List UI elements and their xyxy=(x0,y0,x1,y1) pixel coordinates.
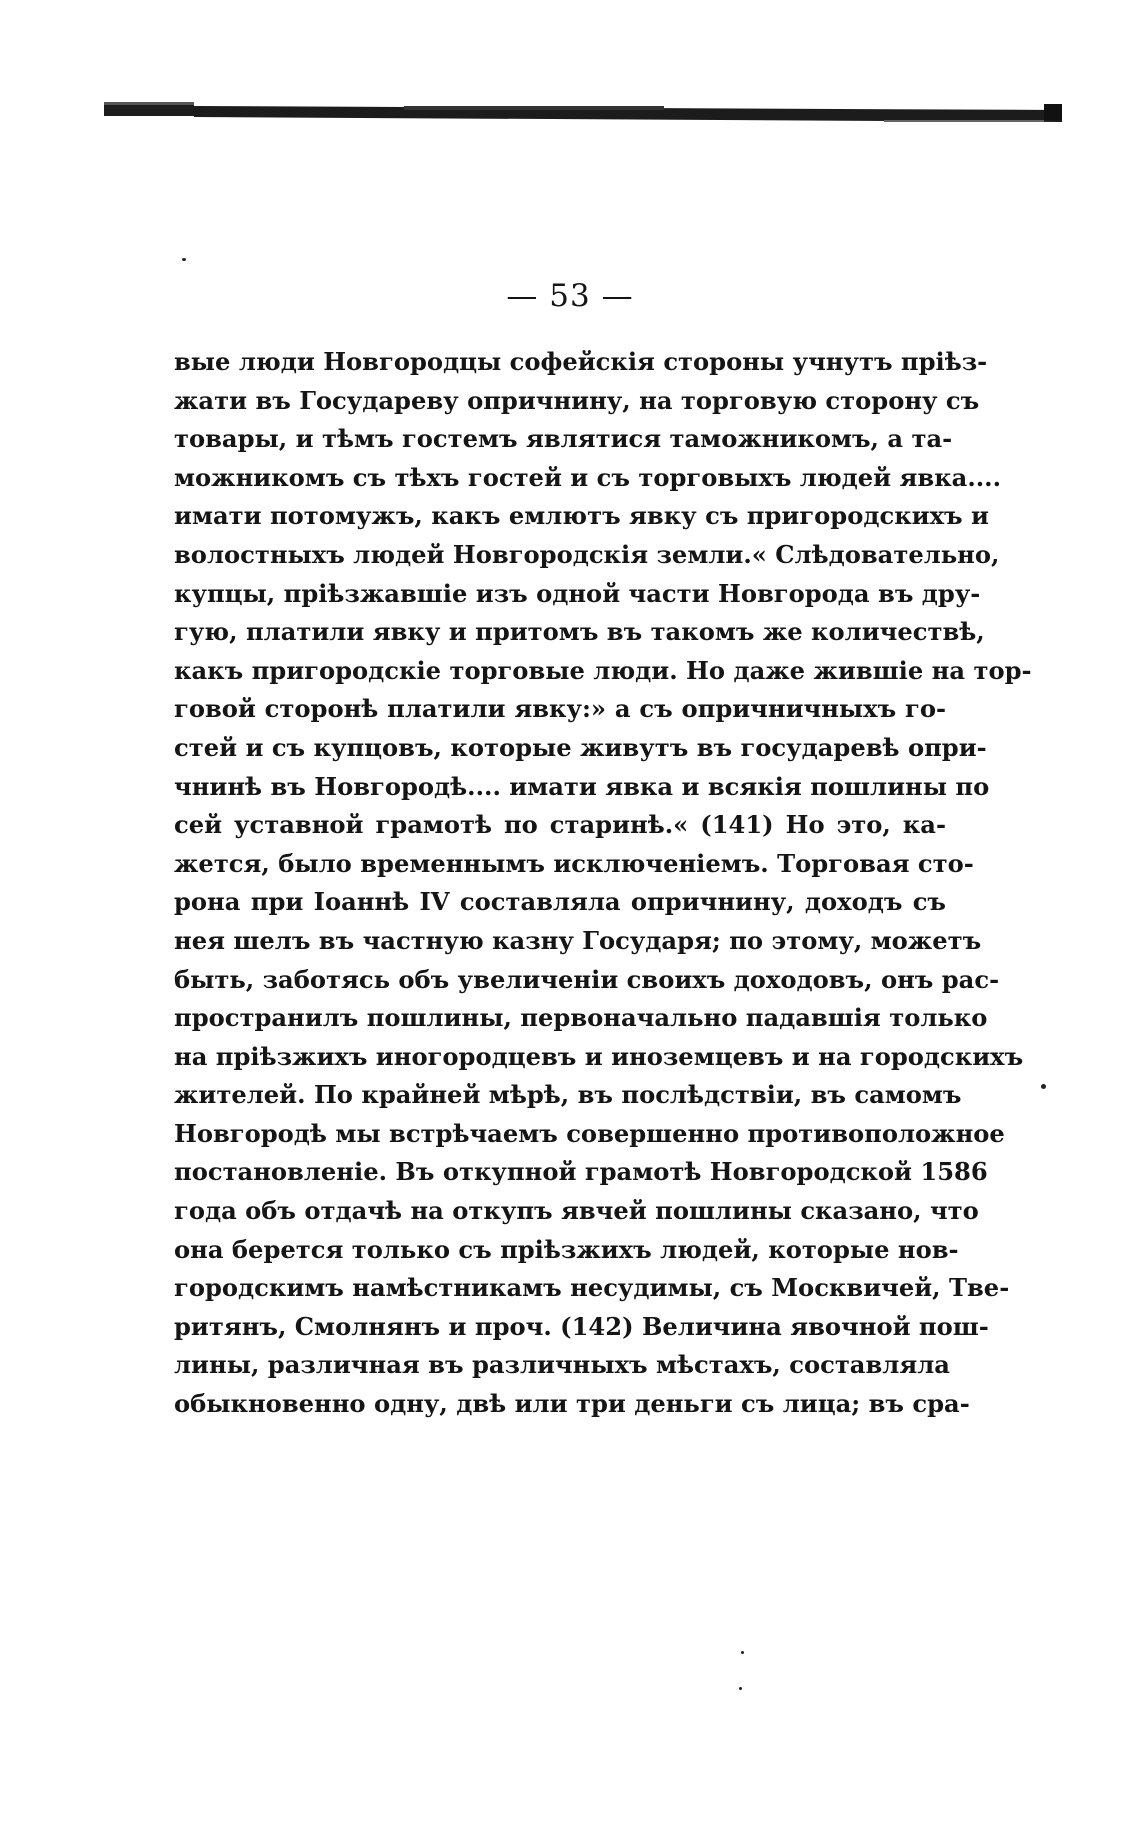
top-ornamental-rule xyxy=(104,102,1062,126)
text-line: года объ отдачѣ на откупъ явчей пошлины сказано, что xyxy=(174,1196,979,1226)
text-line: стей и съ купцовъ, которые живутъ въ государевѣ опри- xyxy=(174,732,987,762)
text-line: быть, заботясь объ увеличеніи своихъ доходовъ, онъ рас- xyxy=(174,964,1000,994)
text-line: рона при Іоаннѣ IV составляла опричнину, доходъ съ xyxy=(174,887,946,917)
text-line: жется, было временнымъ исключеніемъ. Торговая сто- xyxy=(174,848,974,878)
text-line: пространилъ пошлины, первоначально падавшія только xyxy=(174,1003,988,1033)
text-line: сей уставной грамотѣ по старинѣ.« (141) Но это, ка- xyxy=(174,810,946,840)
text-line: обыкновенно одну, двѣ или три деньги съ лица; въ сра- xyxy=(174,1389,970,1419)
text-line: какъ пригородскіе торговые люди. Но даже жившіе на тор- xyxy=(174,655,1032,685)
text-line: постановленіе. Въ откупной грамотѣ Новгородской 1586 xyxy=(174,1157,988,1187)
text-line: жати въ Государеву опричнину, на торговую сторону съ xyxy=(174,385,980,415)
text-line: можникомъ съ тѣхъ гостей и съ торговыхъ людей явка.... xyxy=(174,462,1002,492)
text-line: чнинѣ въ Новгородѣ.... имати явка и всякія пошлины по xyxy=(174,771,990,801)
text-line: говой сторонѣ платили явку:» а съ опричничныхъ го- xyxy=(174,694,946,724)
text-line: купцы, пріѣзжавшіе изъ одной части Новгорода въ дру- xyxy=(174,578,981,608)
text-line: товары, и тѣмъ гостемъ являтися таможникомъ, а та- xyxy=(174,424,953,454)
text-line: Новгородѣ мы встрѣчаемъ совершенно противоположное xyxy=(174,1118,1005,1148)
print-speck xyxy=(182,258,186,261)
page-number: — 53 — xyxy=(506,278,634,314)
text-line: городскимъ намѣстникамъ несудимы, съ Москвичей, Тве- xyxy=(174,1273,1010,1303)
text-line: жителей. По крайней мѣрѣ, въ послѣдствіи, въ самомъ xyxy=(174,1080,962,1110)
text-line: она берется только съ пріѣзжихъ людей, которые нов- xyxy=(174,1234,959,1264)
text-line: имати потомужъ, какъ емлютъ явку съ пригородскихъ и xyxy=(174,501,989,531)
text-line: на пріѣзжихъ иногородцевъ и иноземцевъ и на городскихъ xyxy=(174,1041,1024,1071)
text-line: ритянъ, Смолнянъ и проч. (142) Величина явочной пош- xyxy=(174,1311,989,1341)
print-speck xyxy=(741,1651,744,1654)
text-line: нея шелъ въ частную казну Государя; по этому, можетъ xyxy=(174,925,982,955)
text-line: волостныхъ людей Новгородскія земли.« Слѣдовательно, xyxy=(174,539,1000,569)
text-line: гую, платили явку и притомъ въ такомъ же количествѣ, xyxy=(174,617,985,647)
print-speck xyxy=(739,1687,742,1690)
text-line: вые люди Новгородцы софейскія стороны учнутъ пріѣз- xyxy=(174,347,988,376)
print-speck xyxy=(1041,1084,1046,1089)
body-text xyxy=(174,343,1032,1424)
text-line: лины, различная въ различныхъ мѣстахъ, составляла xyxy=(174,1350,950,1380)
